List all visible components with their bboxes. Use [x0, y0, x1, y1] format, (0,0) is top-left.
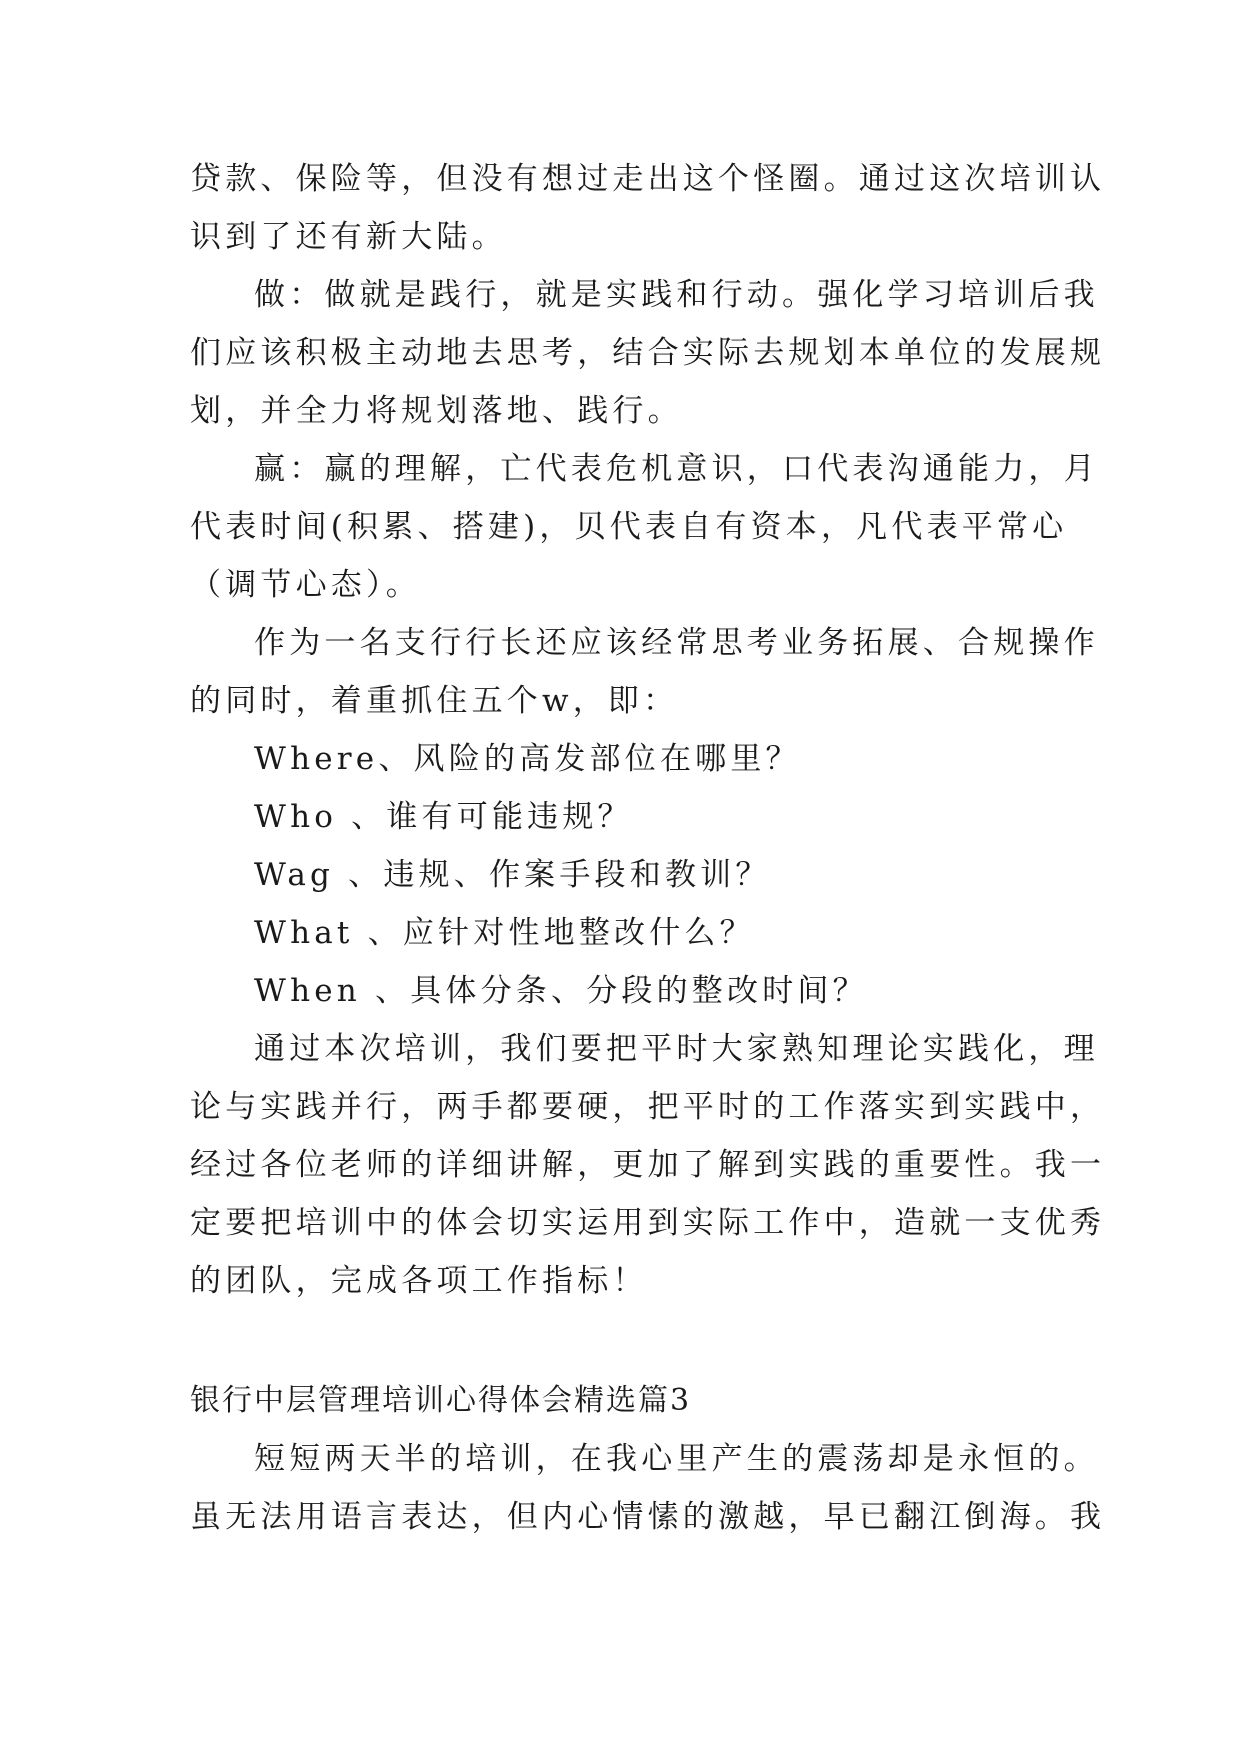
text-line: 贷款、保险等，但没有想过走出这个怪圈。通过这次培训认 [190, 161, 1106, 197]
list-item-when: When 、具体分条、分段的整改时间？ [254, 973, 868, 1009]
text-line: 虽无法用语言表达，但内心情愫的激越，早已翻江倒海。我 [190, 1499, 1106, 1535]
document-page [190, 150, 1106, 1546]
text-line: 论与实践并行，两手都要硬，把平时的工作落实到实践中， [190, 1089, 1106, 1125]
text-line: 的团队，完成各项工作指标！ [190, 1263, 648, 1299]
text-line: （调节心态）。 [190, 567, 421, 603]
section-title: 银行中层管理培训心得体会精选篇3 [190, 1383, 692, 1418]
paragraph-start: 短短两天半的培训，在我心里产生的震荡却是永恒的。 [254, 1441, 1099, 1477]
text-line: 经过各位老师的详细讲解，更加了解到实践的重要性。我一 [190, 1147, 1106, 1183]
list-item-who: Who 、谁有可能违规？ [254, 799, 633, 835]
paragraph-start: 赢：赢的理解，亡代表危机意识，口代表沟通能力，月 [254, 451, 1099, 487]
text-line: 的同时，着重抓住五个w，即： [190, 683, 679, 719]
text-line: 识到了还有新大陆。 [190, 219, 507, 255]
list-item-wag: Wag 、违规、作案手段和教训？ [254, 857, 771, 893]
text-line: 代表时间(积累、搭建)，贝代表自有资本，凡代表平常心 [190, 509, 1068, 545]
text-line: 划，并全力将规划落地、践行。 [190, 393, 683, 429]
paragraph-start: 作为一名支行行长还应该经常思考业务拓展、合规操作 [254, 625, 1099, 661]
text-line: 们应该积极主动地去思考，结合实际去规划本单位的发展规 [190, 335, 1106, 371]
paragraph-start: 通过本次培训，我们要把平时大家熟知理论实践化，理 [254, 1031, 1099, 1067]
list-item-what: What 、应针对性地整改什么？ [254, 915, 755, 951]
paragraph-start: 做：做就是践行，就是实践和行动。强化学习培训后我 [254, 277, 1099, 313]
text-line: 定要把培训中的体会切实运用到实际工作中，造就一支优秀 [190, 1205, 1106, 1241]
list-item-where: Where、风险的高发部位在哪里？ [254, 741, 801, 777]
